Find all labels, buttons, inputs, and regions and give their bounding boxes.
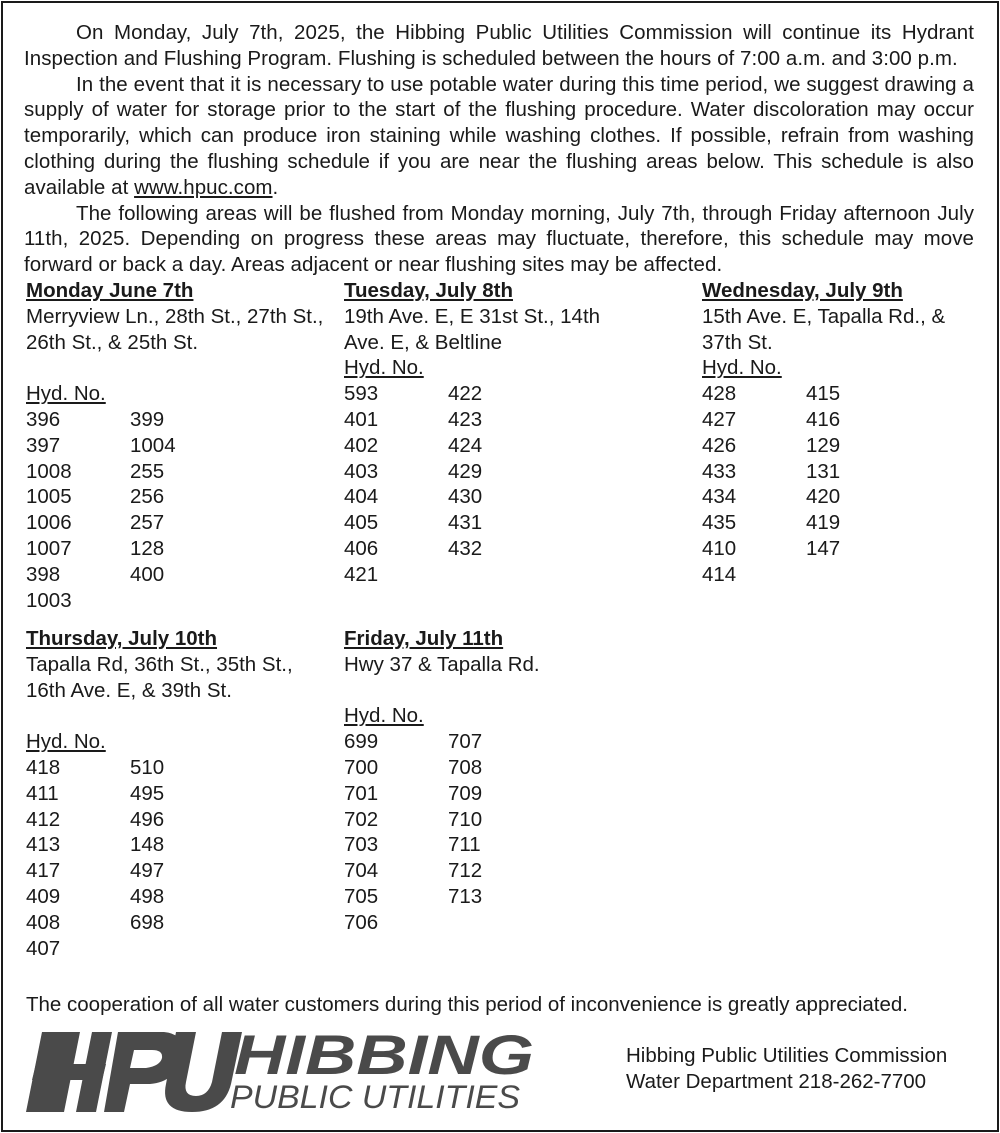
schedule-areas: Merryview Ln., 28th St., 27th St., 26th St., & 25th St. <box>26 304 324 354</box>
hydrant-number: 407 <box>26 936 61 960</box>
hydrant-row <box>344 755 644 781</box>
hydrant-number: 435 <box>702 511 737 535</box>
hydrant-number-list <box>344 381 644 587</box>
hydrant-number: 403 <box>344 459 379 483</box>
hydrant-number: 402 <box>344 433 379 457</box>
hydrant-row <box>702 536 974 562</box>
hydrant-number: 699 <box>344 730 379 754</box>
schedule-areas: 19th Ave. E, E 31st St., 14th Ave. E, & Beltline <box>344 304 601 354</box>
hydrant-number: 711 <box>448 833 481 857</box>
hydrant-number: 412 <box>26 807 61 831</box>
hydrant-number: 432 <box>448 536 483 560</box>
hydrant-row <box>702 459 974 485</box>
hydrant-number: 421 <box>344 562 379 586</box>
hydrant-row <box>344 832 644 858</box>
hydrant-row <box>344 433 644 459</box>
hydrant-number: 420 <box>806 485 841 509</box>
hydrant-row <box>26 936 326 962</box>
hydrant-number: 148 <box>130 833 165 857</box>
hydrant-row <box>702 407 974 433</box>
hydrant-number: 398 <box>26 562 61 586</box>
hydrant-row <box>702 484 974 510</box>
commission-name: Hibbing Public Utilities Commission <box>626 1044 948 1067</box>
hpuc-website-link[interactable]: www.hpuc.com <box>134 175 273 199</box>
hydrant-row <box>344 459 644 485</box>
hydrant-number-label: Hyd. No. <box>26 382 106 406</box>
hydrant-number: 1006 <box>26 511 72 535</box>
hydrant-row <box>702 433 974 459</box>
hydrant-row <box>344 884 644 910</box>
schedule-row-2 <box>24 626 974 960</box>
schedule-day-heading: Friday, July 11th <box>344 626 504 650</box>
hydrant-number: 257 <box>130 511 165 535</box>
hydrant-row <box>702 562 974 588</box>
hydrant-row <box>26 781 326 807</box>
hydrant-number: 408 <box>26 910 61 934</box>
intro-paragraph-2-text: In the event that it is necessary to use potable water during this time period, we suggest drawing a supply of water for storage prior to the start of the flushing procedure. Water discoloration may occur temporarily, which can produce iron staining while washing clothes. If possible, refrain from washing clothing during the flushing schedule if you are near the flushing areas below. This schedule is also available at <box>24 72 974 199</box>
hydrant-row <box>344 807 644 833</box>
hydrant-row <box>26 884 326 910</box>
hydrant-row <box>26 407 326 433</box>
hydrant-number: 413 <box>26 833 61 857</box>
hydrant-row <box>26 484 326 510</box>
hydrant-number-label: Hyd. No. <box>26 730 106 754</box>
hpu-logo-mark <box>26 1032 242 1112</box>
hydrant-number: 399 <box>130 407 165 431</box>
hydrant-number: 396 <box>26 407 61 431</box>
schedule-day-heading: Wednesday, July 9th <box>702 278 903 302</box>
intro-paragraph-3: The following areas will be flushed from Monday morning, July 7th, through Friday afternoon July 11th, 2025. Depending on progress these areas may fluctuate, therefore, this schedule may move forward or back a day. Areas adjacent or near flushing sites may be affected. <box>24 201 974 277</box>
hydrant-row <box>26 832 326 858</box>
logo-name: HIBBING <box>234 1023 534 1086</box>
schedule-thursday <box>26 626 326 961</box>
hydrant-number: 1008 <box>26 459 72 483</box>
hydrant-number: 401 <box>344 407 379 431</box>
hydrant-number: 430 <box>448 485 483 509</box>
hydrant-row <box>702 510 974 536</box>
hydrant-number: 426 <box>702 433 737 457</box>
water-department-phone: Water Department 218-262-7700 <box>626 1070 927 1093</box>
hydrant-number: 397 <box>26 433 61 457</box>
hydrant-number: 418 <box>26 755 61 779</box>
hydrant-number: 147 <box>806 536 841 560</box>
hydrant-number: 256 <box>130 485 165 509</box>
hydrant-number: 410 <box>702 536 737 560</box>
hydrant-number: 423 <box>448 407 483 431</box>
hydrant-number: 411 <box>26 781 59 805</box>
hydrant-number: 701 <box>344 781 379 805</box>
hydrant-number: 706 <box>344 910 379 934</box>
hydrant-number: 593 <box>344 382 379 406</box>
notice-content <box>24 20 974 960</box>
hydrant-number <box>130 936 250 962</box>
hydrant-row <box>26 807 326 833</box>
hydrant-number: 497 <box>130 859 165 883</box>
hydrant-row <box>344 484 644 510</box>
hydrant-number: 1005 <box>26 485 72 509</box>
hydrant-row <box>344 858 644 884</box>
hydrant-number-label: Hyd. No. <box>702 356 782 380</box>
hydrant-number: 415 <box>806 382 841 406</box>
hydrant-number: 400 <box>130 562 165 586</box>
hydrant-number-list <box>26 407 326 613</box>
hydrant-number: 708 <box>448 755 483 779</box>
hydrant-row <box>26 910 326 936</box>
hydrant-number: 255 <box>130 459 165 483</box>
hydrant-row <box>344 536 644 562</box>
hydrant-number: 431 <box>448 511 483 535</box>
hydrant-number: 707 <box>448 730 483 754</box>
hydrant-row <box>26 459 326 485</box>
hydrant-row <box>344 910 644 936</box>
hydrant-number: 404 <box>344 485 379 509</box>
hydrant-number: 128 <box>130 536 165 560</box>
hydrant-number: 713 <box>448 884 483 908</box>
hydrant-number <box>806 562 926 588</box>
hydrant-number: 422 <box>448 382 483 406</box>
schedule-monday <box>26 278 326 613</box>
schedule-row-1 <box>24 278 974 626</box>
hydrant-number: 129 <box>806 433 841 457</box>
hydrant-number <box>130 588 250 614</box>
hydrant-number: 698 <box>130 910 165 934</box>
logo-subtitle: PUBLIC UTILITIES <box>230 1079 520 1114</box>
commission-contact <box>626 1043 947 1095</box>
hydrant-number-label: Hyd. No. <box>344 356 424 380</box>
schedule-tuesday <box>344 278 644 588</box>
hydrant-number: 496 <box>130 807 165 831</box>
schedule-day-heading: Tuesday, July 8th <box>344 278 513 302</box>
hydrant-number <box>448 562 568 588</box>
hydrant-number: 409 <box>26 884 61 908</box>
hydrant-number: 498 <box>130 884 165 908</box>
hydrant-number: 702 <box>344 807 379 831</box>
hydrant-row <box>26 588 326 614</box>
hydrant-number: 424 <box>448 433 483 457</box>
hydrant-number: 416 <box>806 407 841 431</box>
hydrant-number: 417 <box>26 859 61 883</box>
hydrant-number: 429 <box>448 459 483 483</box>
hydrant-number-list <box>344 729 644 935</box>
schedule-day-heading: Thursday, July 10th <box>26 626 218 650</box>
hydrant-number: 427 <box>702 407 737 431</box>
schedule-wednesday <box>702 278 974 588</box>
hydrant-number: 710 <box>448 807 483 831</box>
hydrant-number: 700 <box>344 755 379 779</box>
hydrant-number: 510 <box>130 755 165 779</box>
hydrant-row <box>26 858 326 884</box>
hydrant-number: 1003 <box>26 588 72 612</box>
hydrant-number: 433 <box>702 459 737 483</box>
hydrant-number: 405 <box>344 511 379 535</box>
hydrant-row <box>26 755 326 781</box>
hydrant-row <box>344 510 644 536</box>
hydrant-number: 1004 <box>130 433 176 457</box>
hydrant-number: 1007 <box>26 536 72 560</box>
hydrant-row <box>344 381 644 407</box>
hydrant-number: 495 <box>130 781 165 805</box>
hpu-logo <box>26 1022 546 1114</box>
hydrant-number: 709 <box>448 781 483 805</box>
hydrant-number <box>448 910 568 936</box>
hydrant-number: 414 <box>702 562 737 586</box>
hydrant-number-list <box>26 755 326 961</box>
hydrant-number: 131 <box>806 459 841 483</box>
hydrant-number: 712 <box>448 859 483 883</box>
hydrant-row <box>344 781 644 807</box>
hydrant-number-list <box>702 381 974 587</box>
schedule-areas: Tapalla Rd, 36th St., 35th St., 16th Ave. E, & 39th St. <box>26 652 293 702</box>
hydrant-number: 428 <box>702 382 737 406</box>
hydrant-number: 406 <box>344 536 379 560</box>
schedule-areas: 15th Ave. E, Tapalla Rd., & 37th St. <box>702 304 946 354</box>
hydrant-row <box>26 510 326 536</box>
hydrant-number: 434 <box>702 485 737 509</box>
hydrant-number: 419 <box>806 511 841 535</box>
hydrant-number: 703 <box>344 833 379 857</box>
schedule-areas: Hwy 37 & Tapalla Rd. <box>344 652 540 676</box>
intro-paragraph-2-end: . <box>272 175 279 199</box>
hydrant-row <box>344 729 644 755</box>
hydrant-row <box>26 536 326 562</box>
schedule-day-heading: Monday June 7th <box>26 278 194 302</box>
hydrant-row <box>344 407 644 433</box>
hydrant-row <box>26 562 326 588</box>
schedule-friday <box>344 626 644 936</box>
hydrant-row <box>26 433 326 459</box>
intro-paragraph-1: On Monday, July 7th, 2025, the Hibbing Public Utilities Commission will continue its Hydrant Inspection and Flushing Program. Flushing is scheduled between the hours of 7:00 a.m. and 3:00 p.m. <box>24 21 974 70</box>
intro-paragraph-2 <box>24 72 974 201</box>
hydrant-row <box>702 381 974 407</box>
hydrant-number-label: Hyd. No. <box>344 704 424 728</box>
hydrant-number: 704 <box>344 859 379 883</box>
hydrant-number: 705 <box>344 884 379 908</box>
closing-message: The cooperation of all water customers during this period of inconvenience is greatly appreciated. <box>26 993 908 1016</box>
hydrant-row <box>344 562 644 588</box>
